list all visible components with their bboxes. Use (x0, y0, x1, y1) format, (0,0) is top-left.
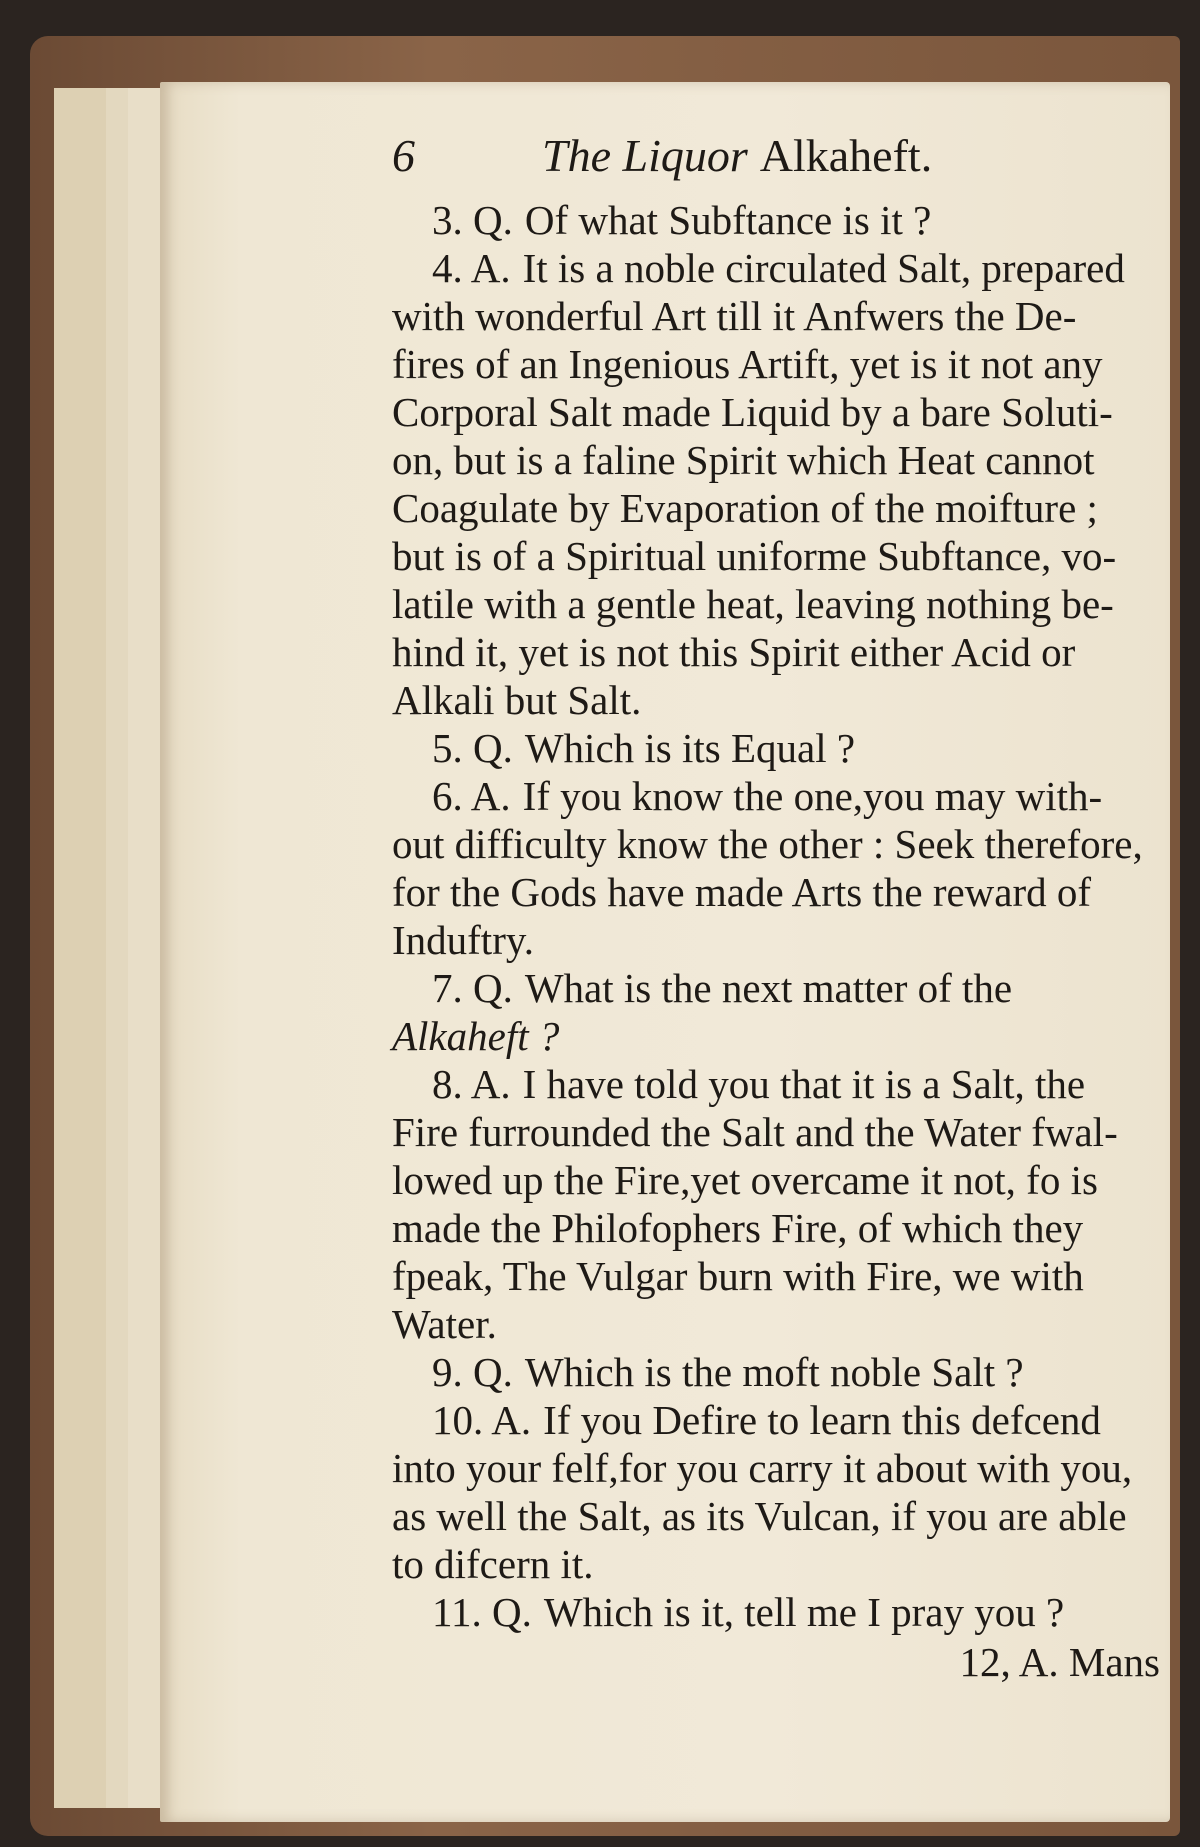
line-text: Water. (392, 1301, 497, 1347)
line-text: Fire furrounded the Salt and the Water fwal- (392, 1109, 1118, 1155)
text-line (392, 772, 1172, 820)
text-line (392, 1540, 1172, 1588)
catchword: 12, A. Mans (959, 1639, 1160, 1685)
line-text: out difficulty know the other : Seek therefore, (392, 821, 1143, 867)
line-text: to difcern it. (392, 1541, 594, 1587)
line-text: Which is it, tell me I pray you ? (543, 1589, 1065, 1635)
line-text: What is the next matter of the (524, 965, 1013, 1011)
line-text: Which is the moft noble Salt ? (524, 1349, 1024, 1395)
question-answer-number: 9. Q. (432, 1349, 513, 1395)
text-line (392, 532, 1172, 580)
page-text (392, 132, 1172, 1686)
question-answer-number: 3. Q. (432, 197, 513, 243)
text-line (392, 868, 1172, 916)
text-line (392, 436, 1172, 484)
text-line (392, 820, 1172, 868)
text-lines (392, 196, 1172, 1636)
text-line (392, 964, 1172, 1012)
text-line (392, 1444, 1172, 1492)
line-text: on, but is a faline Spirit which Heat cannot (392, 437, 1095, 483)
line-text: made the Philofophers Fire, of which they (392, 1205, 1084, 1251)
text-line (392, 244, 1172, 292)
line-text: Alkaheft ? (392, 1013, 560, 1059)
running-title: The Liquor (542, 130, 748, 181)
line-text: I have told you that it is a Salt, the (522, 1061, 1086, 1107)
line-text: fires of an Ingenious Artift, yet is it not any (392, 341, 1103, 387)
text-line (392, 676, 1172, 724)
line-text: fpeak, The Vulgar burn with Fire, we with (392, 1253, 1084, 1299)
text-line (392, 916, 1172, 964)
question-answer-number: 5. Q. (432, 725, 513, 771)
text-line (392, 484, 1172, 532)
question-answer-number: 4. A. (432, 245, 511, 291)
line-text: hind it, yet is not this Spirit either Acid or (392, 629, 1076, 675)
line-text: Coagulate by Evaporation of the moifture ; (392, 485, 1098, 531)
text-line (392, 292, 1172, 340)
running-head (392, 132, 1172, 196)
text-line (392, 1492, 1172, 1540)
question-answer-number: 7. Q. (432, 965, 513, 1011)
line-text: into your felf,for you carry it about with you, (392, 1445, 1133, 1491)
line-text: If you Defire to learn this defcend (543, 1397, 1101, 1443)
line-text: It is a noble circulated Salt, prepared (522, 245, 1125, 291)
text-line (392, 628, 1172, 676)
text-line (392, 724, 1172, 772)
text-line (392, 1060, 1172, 1108)
line-text: Corporal Salt made Liquid by a bare Soluti- (392, 389, 1113, 435)
question-answer-number: 8. A. (432, 1061, 511, 1107)
text-line (392, 340, 1172, 388)
page-number: 6 (392, 130, 415, 181)
line-text: Of what Subftance is it ? (524, 197, 932, 243)
line-text: Induftry. (392, 917, 534, 963)
question-answer-number: 6. A. (432, 773, 511, 819)
line-text: latile with a gentle heat, leaving nothing be- (392, 581, 1114, 627)
line-text: lowed up the Fire,yet overcame it not, fo is (392, 1157, 1098, 1203)
line-text: but is of a Spiritual uniforme Subftance, vo- (392, 533, 1117, 579)
line-text: with wonderful Art till it Anfwers the De- (392, 293, 1077, 339)
question-answer-number: 11. Q. (432, 1589, 532, 1635)
line-text: Alkali but Salt. (392, 677, 642, 723)
text-line (392, 580, 1172, 628)
question-answer-number: 10. A. (432, 1397, 532, 1443)
line-text: Which is its Equal ? (524, 725, 856, 771)
line-text: for the Gods have made Arts the reward of (392, 869, 1092, 915)
running-title-alkahest: Alkaheft. (759, 130, 933, 181)
line-text: If you know the one,you may with- (522, 773, 1103, 819)
text-line (392, 1012, 1172, 1060)
text-line (392, 1204, 1172, 1252)
text-line (392, 196, 1172, 244)
text-line (392, 1156, 1172, 1204)
text-line (392, 1588, 1172, 1636)
text-line (392, 1396, 1172, 1444)
text-line (392, 1252, 1172, 1300)
text-line (392, 1108, 1172, 1156)
text-line (392, 388, 1172, 436)
text-line (392, 1348, 1172, 1396)
line-text: as well the Salt, as its Vulcan, if you are able (392, 1493, 1127, 1539)
text-line (392, 1300, 1172, 1348)
